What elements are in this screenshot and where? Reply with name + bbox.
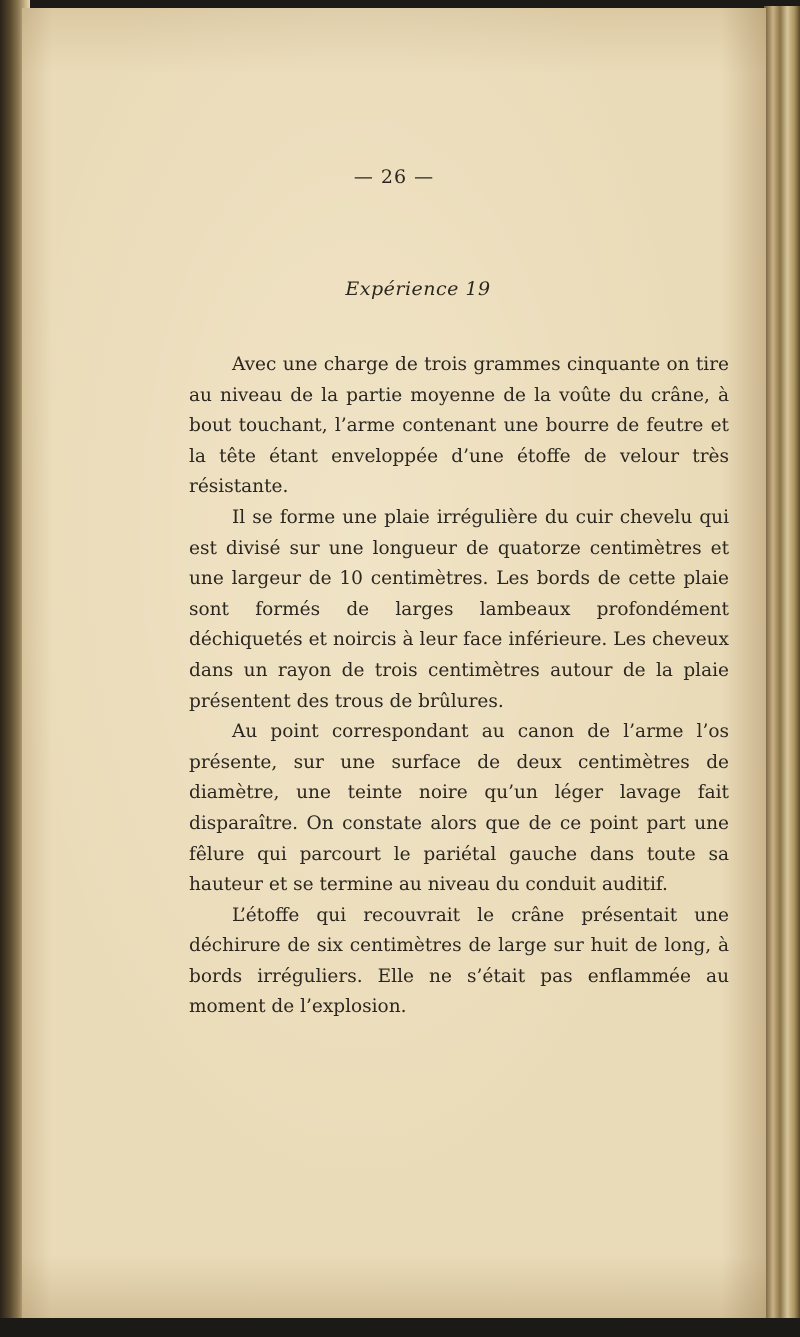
paragraph-4: L’étoffe qui recouvrait le crâne présentait une déchirure de six centimètres de large sur huit de long, à bords irréguliers. Elle ne s’était pas enflammée au moment de l’explosion.	[189, 904, 729, 1018]
page-number: — 26 —	[353, 166, 435, 188]
scan-bottom-border	[0, 1318, 800, 1337]
paragraph-1: Avec une charge de trois grammes cinquante on tire au niveau de la partie moyenne de la voûte du crâne, à bout touchant, l’arme contenant une bourre de feutre et la tête étant enveloppée d’une étoffe de velour très résistante.	[189, 354, 729, 498]
paragraph-3: Au point correspondant au canon de l’arme l’os présente, sur une surface de deux centimètres de diamètre, une teinte noire qu’un léger lavage fait disparaître. On constate alors que de ce point part une fêlure qui parcourt le pariétal gauche dans toute sa hauteur et se termine au niveau du conduit auditif.	[189, 721, 729, 896]
paper-page	[22, 8, 766, 1320]
body-text	[189, 350, 729, 1023]
section-heading: Expérience 19	[345, 278, 491, 300]
book-page-edges-right	[764, 6, 800, 1326]
paragraph-2: Il se forme une plaie irrégulière du cuir chevelu qui est divisé sur une longueur de quatorze centimètres et une largeur de 10 centimètres. Les bords de cette plaie sont formés de larges lambeaux profondément déchiquetés et noircis à leur face inférieure. Les cheveux dans un rayon de trois centimètres autour de la plaie présentent des trous de brûlures.	[189, 506, 729, 712]
